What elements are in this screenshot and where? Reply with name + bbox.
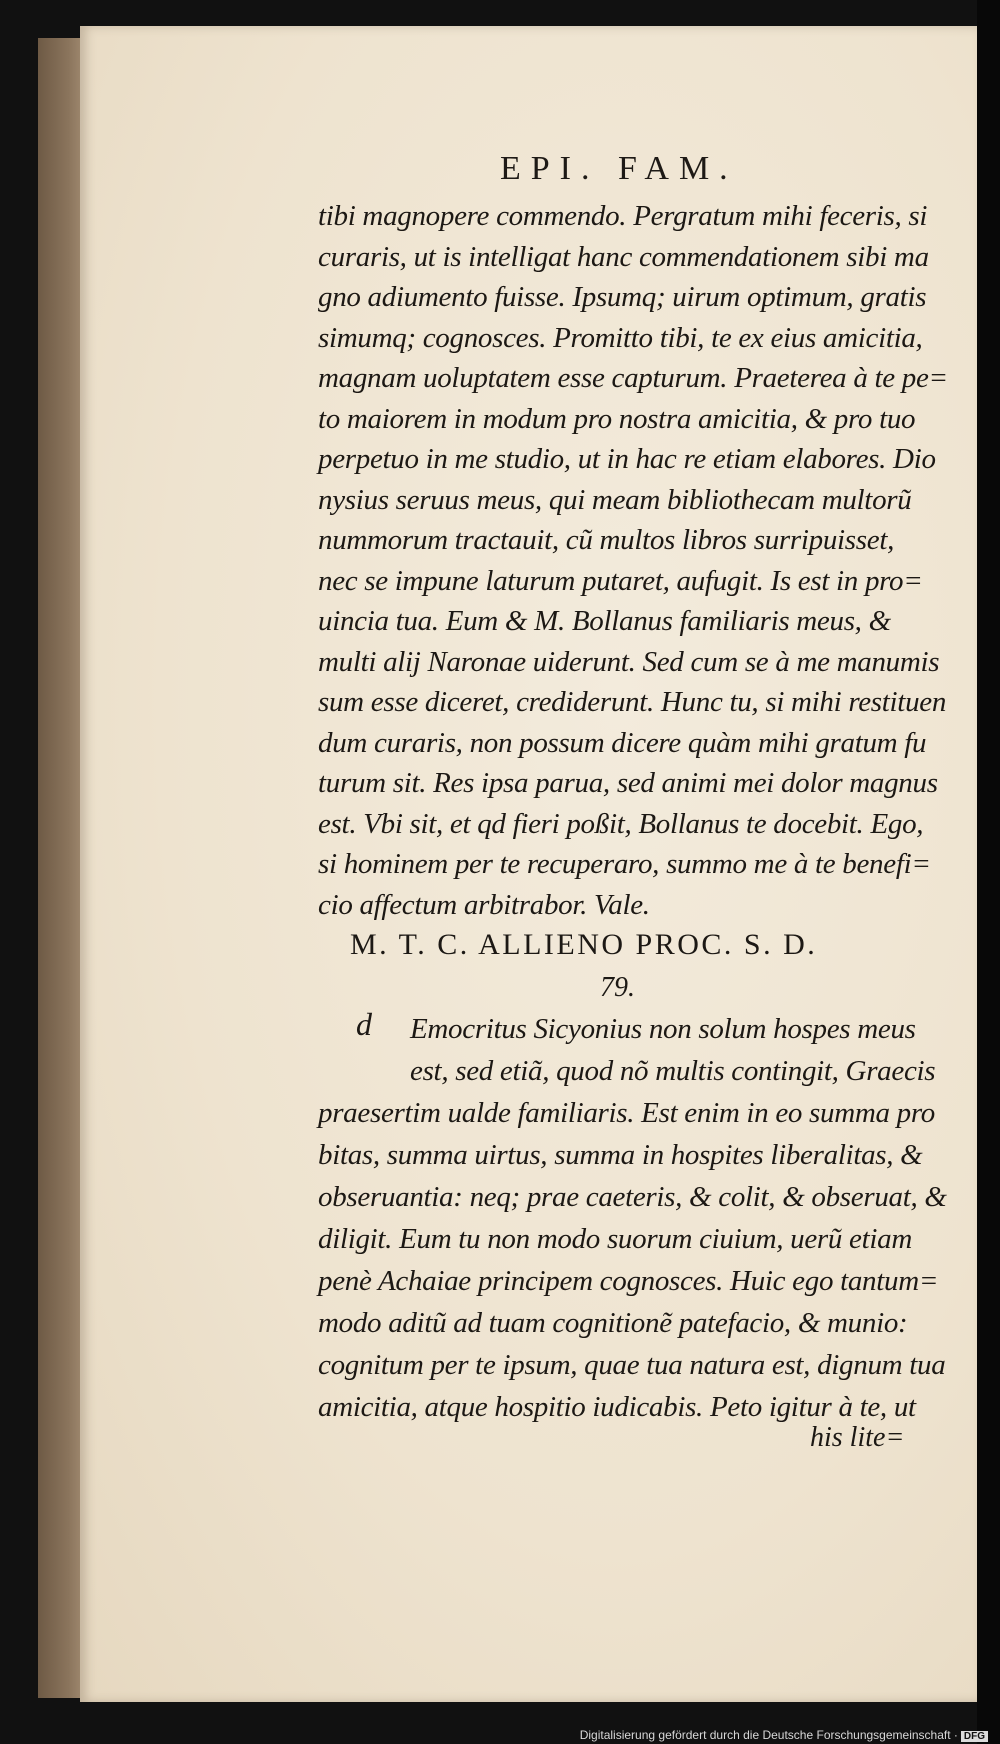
text-line: cio affectum arbitrabor. Vale. (318, 888, 650, 921)
text-line: simumq; cognosces. Promitto tibi, te ex eius amicitia, (318, 321, 923, 354)
letter-heading: M. T. C. ALLIENO PROC. S. D. (350, 928, 818, 961)
initial-letter: d (356, 1006, 372, 1042)
text-line: nummorum tractauit, cũ multos libros surripuisset, (318, 524, 895, 556)
text-line: curaris, ut is intelligat hanc commendationem sibi ma (318, 240, 929, 273)
text-line: magnam uoluptatem esse capturum. Praeterea à te pe= (318, 362, 948, 394)
text-line: perpetuo in me studio, ut in hac re etiam elabores. Dio (318, 443, 936, 475)
digitization-footer (580, 1728, 988, 1742)
text-line: obseruantia: neq; prae caeteris, & colit, & obseruat, & (318, 1181, 947, 1213)
text-line: nec se impune laturum putaret, aufugit. Is est in pro= (318, 564, 923, 597)
text-line: sum esse diceret, crediderunt. Hunc tu, si mihi restituen (318, 686, 947, 718)
text-line: nysius seruus meus, qui meam bibliothecam multorũ (318, 483, 912, 516)
text-line: to maiorem in modum pro nostra amicitia, & pro tuo (318, 402, 916, 435)
paragraph-1 (318, 196, 958, 925)
text-line: cognitum per te ipsum, quae tua natura est, dignum tua (318, 1349, 946, 1381)
text-line: multi alij Naronae uiderunt. Sed cum se à me manumis (318, 645, 940, 678)
text-line: uincia tua. Eum & M. Bollanus familiaris meus, & (318, 605, 891, 637)
text-line: modo aditũ ad tuam cognitionẽ patefacio, & munio: (318, 1307, 908, 1339)
scan-border (977, 0, 1000, 1744)
text-line: gno adiumento fuisse. Ipsumq; uirum optimum, gratis (318, 281, 927, 313)
letter-number: 79. (600, 972, 635, 1003)
text-line: tibi magnopere commendo. Pergratum mihi feceris, si (318, 200, 928, 232)
text-line: turum sit. Res ipsa parua, sed animi mei dolor magnus (318, 767, 938, 799)
text-line: praesertim ualde familiaris. Est enim in eo summa pro (318, 1097, 935, 1129)
text-line: amicitia, atque hospitio iudicabis. Peto igitur à te, ut (318, 1391, 916, 1423)
paragraph-2 (318, 1008, 958, 1428)
text-line: penè Achaiae principem cognosces. Huic ego tantum= (318, 1265, 939, 1297)
text-line: diligit. Eum tu non modo suorum ciuium, uerũ etiam (318, 1223, 912, 1255)
catchword: his lite= (810, 1422, 905, 1453)
footer-text: Digitalisierung gefördert durch die Deutsche Forschungsgemeinschaft · (579, 1728, 958, 1742)
text-line: si hominem per te recuperaro, summo me à te benefi= (318, 848, 931, 880)
running-header: EPI. FAM. (500, 150, 738, 187)
text-line: bitas, summa uirtus, summa in hospites liberalitas, & (318, 1139, 923, 1171)
text-line: est. Vbi sit, et qd fieri poßit, Bollanus te docebit. Ego, (318, 807, 924, 840)
text-line: est, sed etiã, quod nõ multis contingit, Graecis (410, 1055, 936, 1087)
text-line: dum curaris, non possum dicere quàm mihi gratum fu (318, 726, 927, 759)
text-line: Emocritus Sicyonius non solum hospes meus (410, 1013, 916, 1045)
dfg-logo: DFG (961, 1731, 988, 1742)
